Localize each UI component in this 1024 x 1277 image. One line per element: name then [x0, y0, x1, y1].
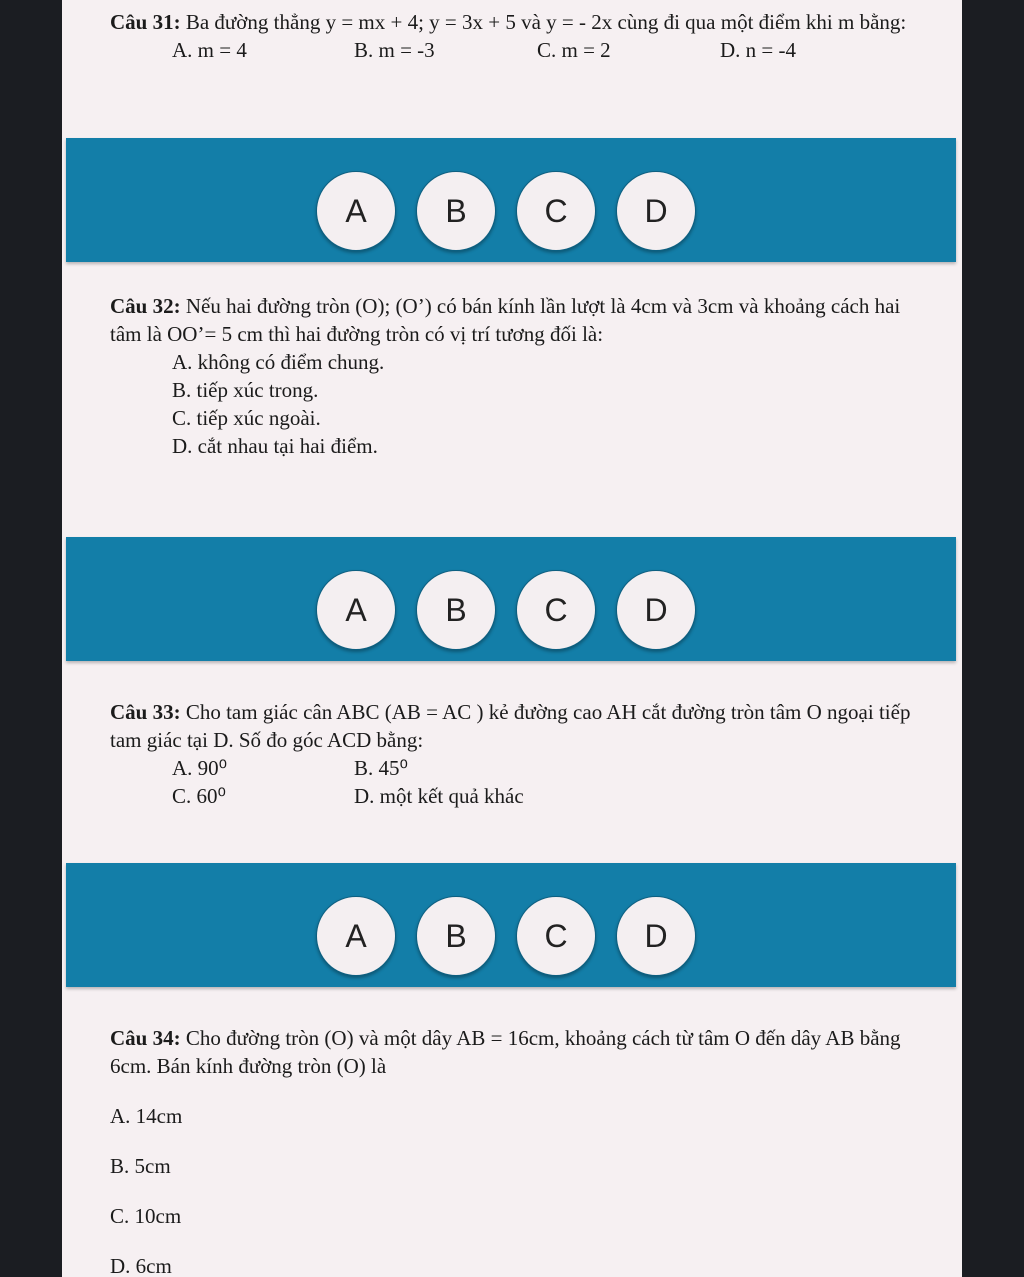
option-d: D. một kết quả khác — [354, 784, 524, 808]
answer-c-button[interactable]: C — [516, 570, 596, 650]
answer-c-button[interactable]: C — [516, 171, 596, 251]
answer-b-button[interactable]: B — [416, 570, 496, 650]
options-row — [62, 36, 952, 64]
question-33 — [62, 698, 952, 810]
answer-b-button[interactable]: B — [416, 896, 496, 976]
option-c: C. 10cm — [110, 1204, 182, 1228]
options-row — [62, 754, 952, 782]
question-34 — [62, 1024, 952, 1277]
answer-bar-31 — [66, 138, 956, 262]
answer-bar-33 — [66, 863, 956, 987]
answer-c-button[interactable]: C — [516, 896, 596, 976]
option-a: A. không có điểm chung. — [172, 350, 385, 374]
question-stem: Câu 34: Cho đường tròn (O) và một dây AB = 16cm, khoảng cách từ tâm O đến dây AB bằng 6cm. Bán kính đường tròn (O) là — [110, 1026, 901, 1078]
option-d: D. 6cm — [110, 1254, 172, 1277]
options-list — [62, 348, 952, 460]
option-a: A. 90⁰ — [172, 756, 228, 780]
question-32 — [62, 292, 952, 460]
option-b: B. tiếp xúc trong. — [172, 378, 319, 402]
option-a: A. 14cm — [110, 1104, 183, 1128]
answer-a-button[interactable]: A — [316, 896, 396, 976]
question-stem: Câu 32: Nếu hai đường tròn (O); (O’) có bán kính lần lượt là 4cm và 3cm và khoảng cách hai tâm là OO’= 5 cm thì hai đường tròn có vị trí tương đối là: — [110, 294, 901, 346]
answer-d-button[interactable]: D — [616, 896, 696, 976]
question-number: Câu 33: — [110, 700, 181, 724]
question-number: Câu 32: — [110, 294, 181, 318]
option-d: D. cắt nhau tại hai điểm. — [172, 434, 378, 458]
answer-bar-32 — [66, 537, 956, 661]
question-31 — [62, 8, 952, 64]
option-a: A. m = 4 — [172, 38, 247, 62]
question-stem: Câu 33: Cho tam giác cân ABC (AB = AC ) kẻ đường cao AH cắt đường tròn tâm O ngoại tiếp tam giác tại D. Số đo góc ACD bằng: — [110, 700, 911, 752]
option-c: C. tiếp xúc ngoài. — [172, 406, 321, 430]
answer-d-button[interactable]: D — [616, 570, 696, 650]
question-stem: Câu 31: Ba đường thẳng y = mx + 4; y = 3x + 5 và y = - 2x cùng đi qua một điểm khi m bằng: — [110, 10, 907, 34]
answer-d-button[interactable]: D — [616, 171, 696, 251]
option-b: B. m = -3 — [354, 38, 435, 62]
option-b: B. 5cm — [110, 1154, 171, 1178]
option-c: C. m = 2 — [537, 38, 611, 62]
quiz-screen — [62, 0, 962, 1277]
question-number: Câu 31: — [110, 10, 181, 34]
question-number: Câu 34: — [110, 1026, 181, 1050]
answer-a-button[interactable]: A — [316, 171, 396, 251]
answer-a-button[interactable]: A — [316, 570, 396, 650]
option-c: C. 60⁰ — [172, 784, 226, 808]
option-b: B. 45⁰ — [354, 756, 408, 780]
option-d: D. n = -4 — [720, 38, 797, 62]
options-row — [62, 782, 952, 810]
answer-b-button[interactable]: B — [416, 171, 496, 251]
